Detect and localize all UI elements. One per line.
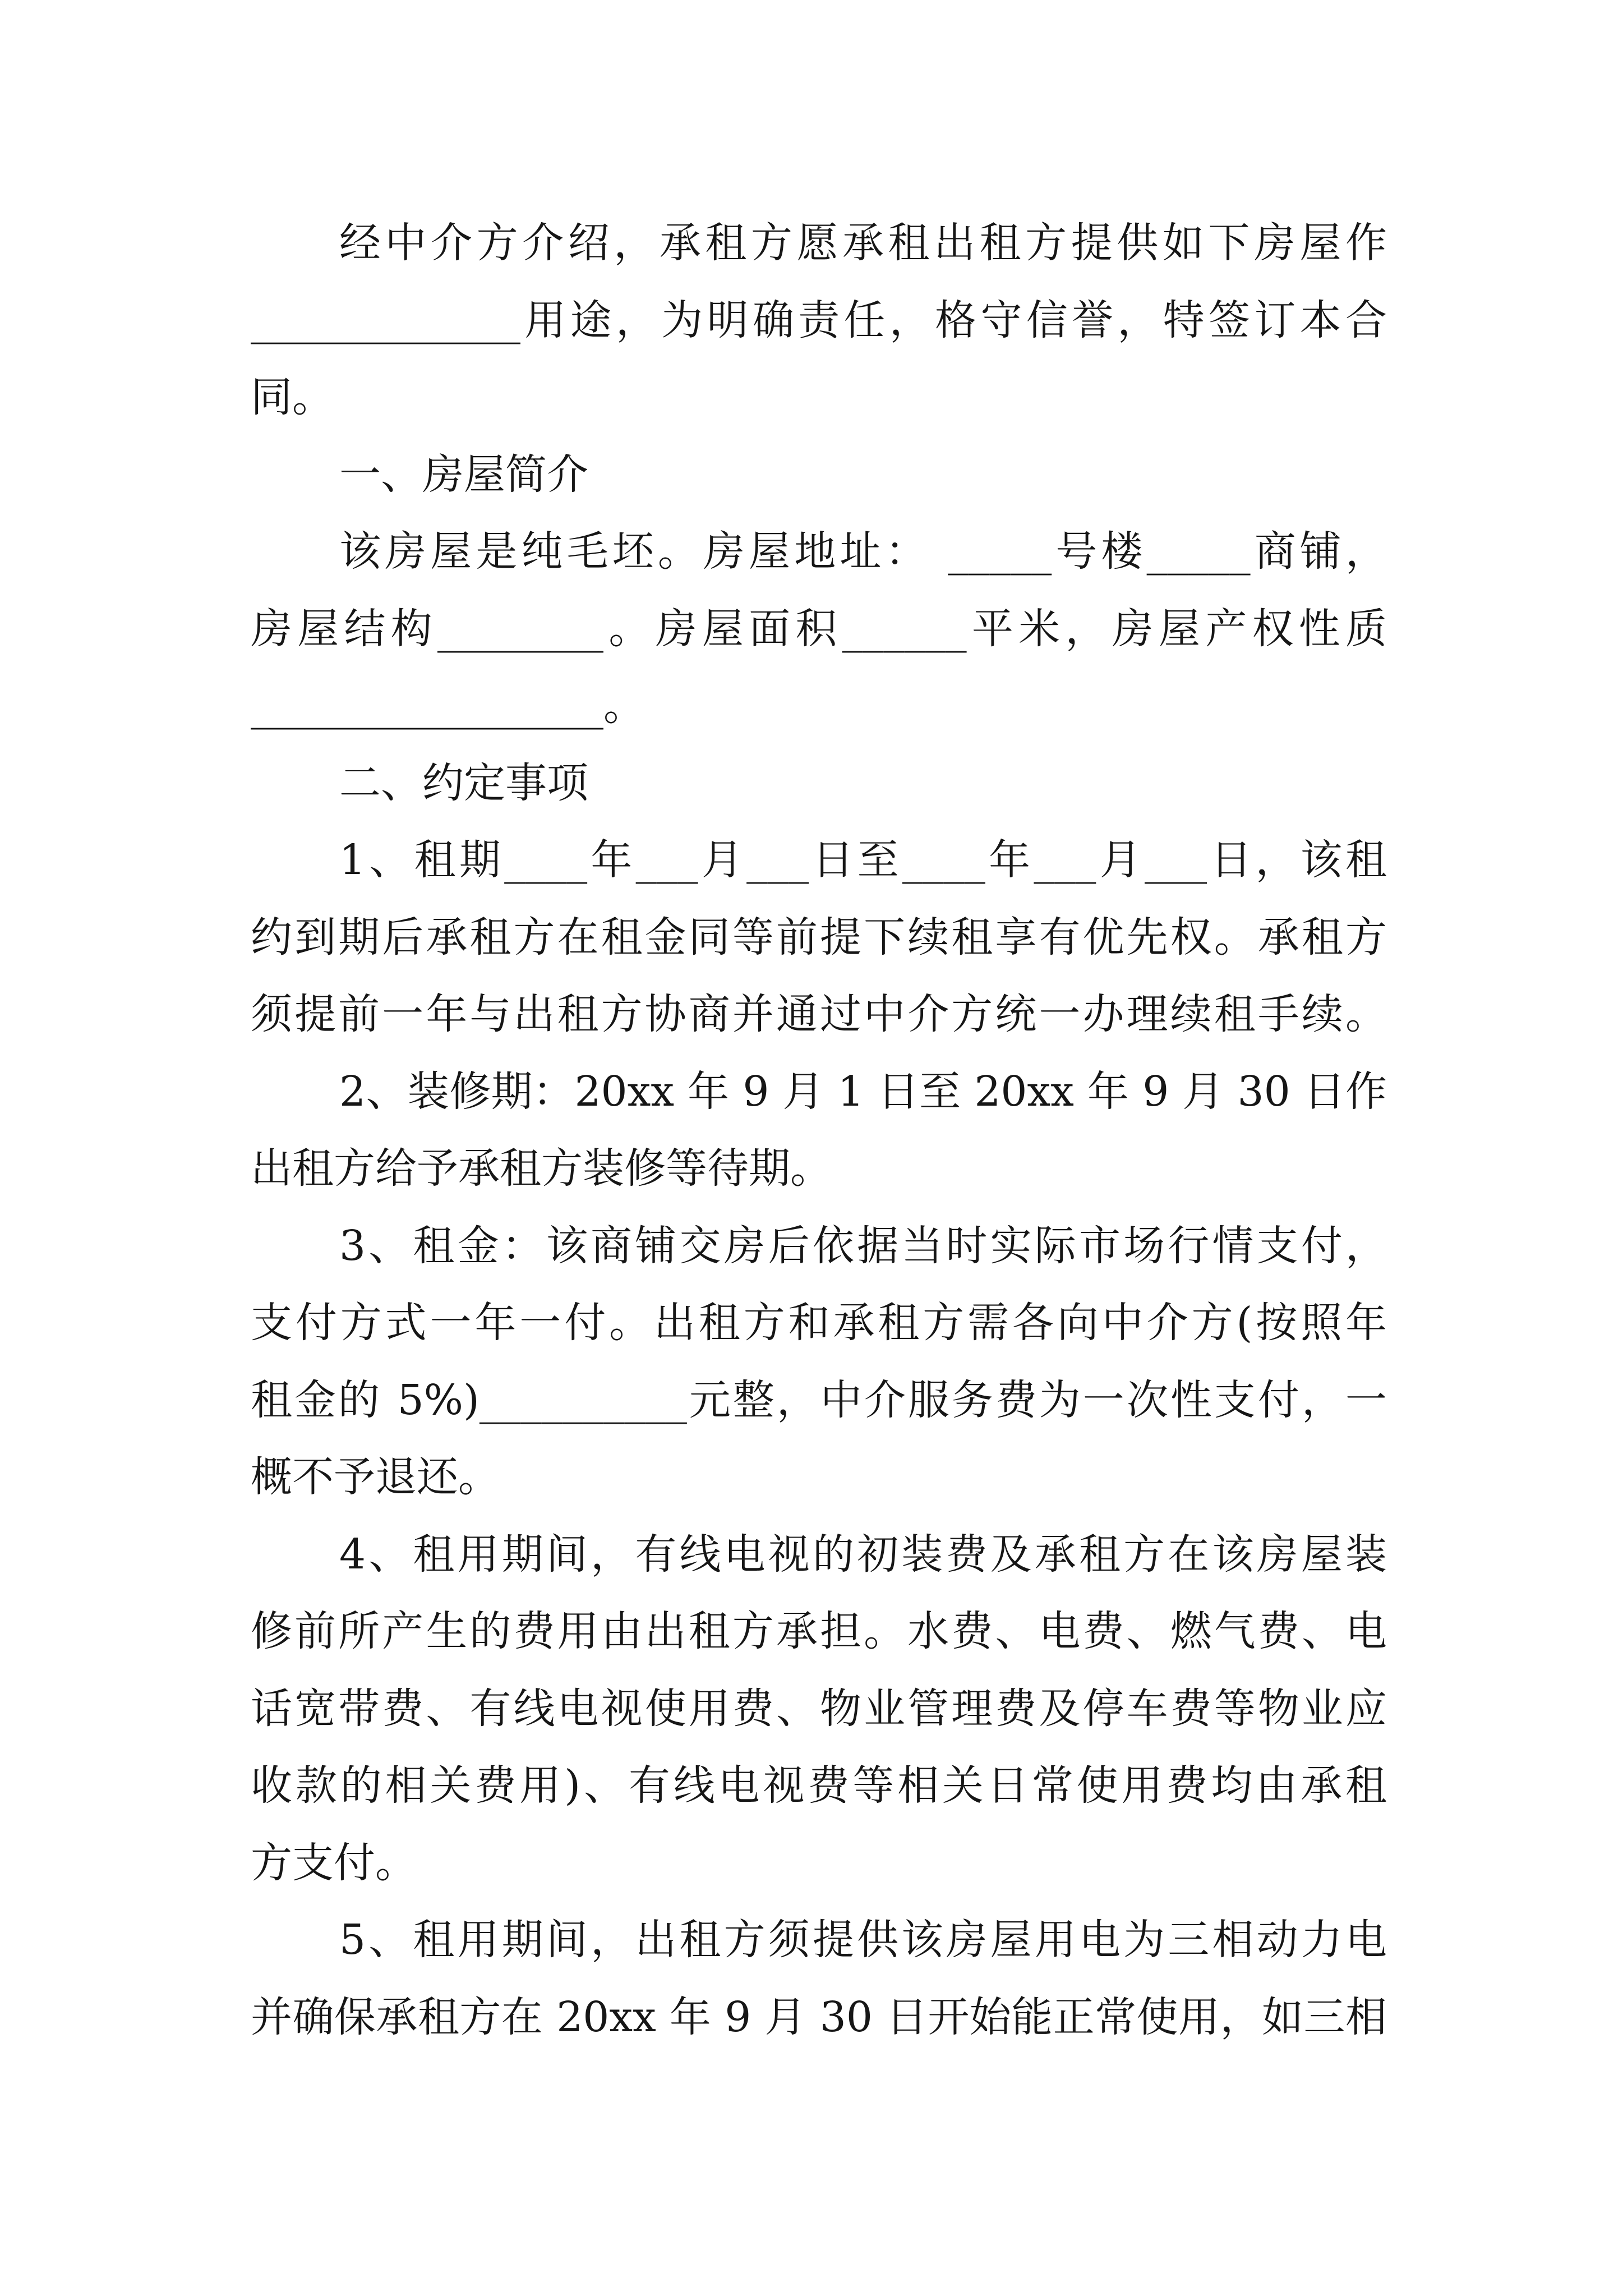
section-heading: 二、约定事项 — [339, 758, 588, 807]
paragraph-line: 约到期后承租方在租金同等前提下续租享有优先权。承租方 — [251, 913, 1387, 961]
section-heading-house-intro — [251, 436, 1387, 514]
paragraph-line: 租金的 5%)__________元整，中介服务费为一次性支付，一 — [251, 1375, 1387, 1424]
paragraph-line: 同。 — [251, 373, 334, 421]
paragraph-line: 修前所产生的费用由出租方承担。水费、电费、燃气费、电 — [251, 1607, 1387, 1655]
paragraph-line: 经中介方介绍，承租方愿承租出租方提供如下房屋作 — [339, 219, 1387, 267]
clause-2-renovation-period — [251, 1053, 1387, 1208]
paragraph-line: 出租方给予承租方装修等待期。 — [251, 1144, 832, 1193]
paragraph-line: 2、装修期：20xx 年 9 月 1 日至 20xx 年 9 月 30 日作 — [339, 1067, 1387, 1116]
paragraph-line: 方支付。 — [251, 1838, 417, 1887]
clause-5-power-supply — [251, 1902, 1387, 2056]
paragraph-intro — [251, 205, 1387, 436]
section-heading: 一、房屋简介 — [339, 450, 588, 499]
paragraph-house-details — [251, 513, 1387, 745]
paragraph-line: 5、租用期间，出租方须提供该房屋用电为三相动力电 — [339, 1916, 1387, 1964]
paragraph-line: 概不予退还。 — [251, 1453, 500, 1501]
paragraph-line: 支付方式一年一付。出租方和承租方需各向中介方(按照年 — [251, 1299, 1387, 1347]
contract-body — [251, 205, 1387, 2056]
paragraph-line: 话宽带费、有线电视使用费、物业管理费及停车费等物业应 — [251, 1684, 1387, 1733]
section-heading-agreed-items — [251, 745, 1387, 822]
clause-1-lease-term — [251, 822, 1387, 1053]
paragraph-line: 须提前一年与出租方协商并通过中介方统一办理续租手续。 — [251, 990, 1387, 1038]
paragraph-line: 收款的相关费用)、有线电视费等相关日常使用费均由承租 — [251, 1761, 1387, 1810]
paragraph-line: 1、租期____年___月___日至____年___月___日，该租 — [339, 836, 1387, 884]
paragraph-line: _________________。 — [251, 682, 645, 730]
paragraph-line: _____________用途，为明确责任，格守信誉，特签订本合 — [251, 296, 1387, 344]
paragraph-line: 房屋结构________。房屋面积______平米，房屋产权性质 — [251, 604, 1387, 653]
clause-3-rent — [251, 1208, 1387, 1516]
paragraph-line: 3、租金：该商铺交房后依据当时实际市场行情支付， — [339, 1221, 1387, 1270]
paragraph-line: 4、租用期间，有线电视的初装费及承租方在该房屋装 — [339, 1530, 1387, 1579]
paragraph-line: 该房屋是纯毛坯。房屋地址： _____号楼_____商铺， — [339, 527, 1387, 576]
paragraph-line: 并确保承租方在 20xx 年 9 月 30 日开始能正常使用，如三相 — [251, 1993, 1387, 2041]
clause-4-fees — [251, 1516, 1387, 1902]
